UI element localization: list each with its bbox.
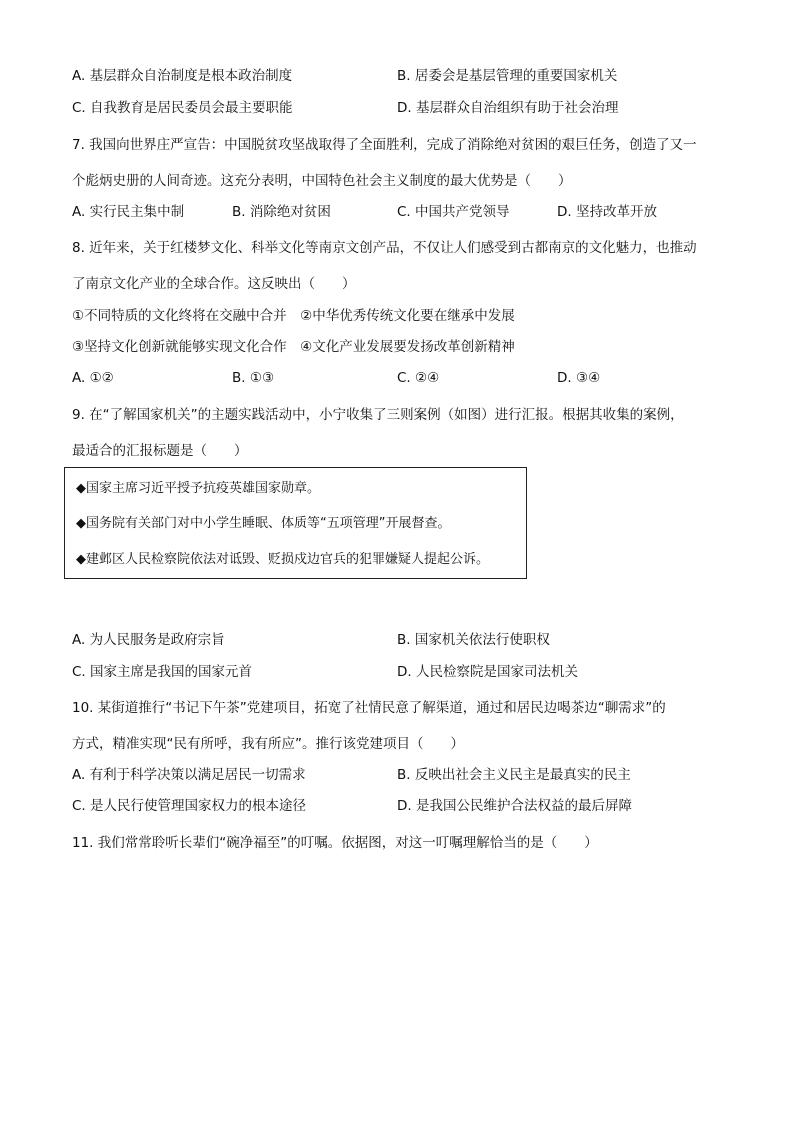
q6-option-b: B. 居委会是基层管理的重要国家机关 [397,68,618,84]
q7-stem-line2: 个彪炳史册的人间奇迹。这充分表明，中国特色社会主义制度的最大优势是（ ） [72,173,572,189]
q9-stem-line2: 最适合的汇报标题是（ ） [72,443,248,459]
q9-case-3: ◆建邺区人民检察院依法对诋毁、贬损戍边官兵的犯罪嫌疑人提起公诉。 [76,552,489,567]
q8-option-a: A. ①② [72,370,114,386]
q9-case-1: ◆国家主席习近平授予抗疫英雄国家勋章。 [76,481,320,496]
q6-option-d: D. 基层群众自治组织有助于社会治理 [397,100,619,116]
q10-stem-line1: 10. 某街道推行“书记下午茶”党建项目，拓宽了社情民意了解渠道，通过和居民边喝茶边“聊需求”的 [72,700,666,716]
q9-option-a: A. 为人民服务是政府宗旨 [72,632,225,648]
q10-stem-line2: 方式，精准实现“民有所呼，我有所应”。推行该党建项目（ ） [72,736,464,752]
q8-stem-line1: 8. 近年来，关于红楼梦文化、科举文化等南京文创产品，不仅让人们感受到古都南京的文化魅力，也推动 [72,240,697,256]
q6-option-a: A. 基层群众自治制度是根本政治制度 [72,68,293,84]
q7-option-b: B. 消除绝对贫困 [232,204,331,220]
q11-stem-line1: 11. 我们常常聆听长辈们“碗净福至”的叮嘱。依据图，对这一叮嘱理解恰当的是（ ） [72,835,598,851]
q10-option-b: B. 反映出社会主义民主是最真实的民主 [397,767,631,783]
q7-option-a: A. 实行民主集中制 [72,204,185,220]
q9-option-d: D. 人民检察院是国家司法机关 [397,664,578,680]
q9-case-box [64,467,527,579]
q9-option-b: B. 国家机关依法行使职权 [397,632,550,648]
q8-option-c: C. ②④ [397,370,440,386]
q6-option-c: C. 自我教育是居民委员会最主要职能 [72,100,293,116]
q9-stem-line1: 9. 在“了解国家机关”的主题实践活动中，小宁收集了三则案例（如图）进行汇报。根据其收集的案例， [72,407,684,423]
q10-option-c: C. 是人民行使管理国家权力的根本途径 [72,798,307,814]
q8-statements-line2: ③坚持文化创新就能够实现文化合作 ④文化产业发展要发扬改革创新精神 [72,339,515,355]
q8-option-b: B. ①③ [232,370,275,386]
q10-option-d: D. 是我国公民维护合法权益的最后屏障 [397,798,632,814]
q10-option-a: A. 有利于科学决策以满足居民一切需求 [72,767,306,783]
q8-statements-line1: ①不同特质的文化终将在交融中合并 ②中华优秀传统文化要在继承中发展 [72,308,515,324]
q8-option-d: D. ③④ [557,370,601,386]
q9-option-c: C. 国家主席是我国的国家元首 [72,664,253,680]
q8-stem-line2: 了南京文化产业的全球合作。这反映出（ ） [72,276,356,292]
q7-stem-line1: 7. 我国向世界庄严宣告：中国脱贫攻坚战取得了全面胜利，完成了消除绝对贫困的艰巨任务，创造了又一 [72,137,697,153]
q7-option-c: C. 中国共产党领导 [397,204,510,220]
q7-option-d: D. 坚持改革开放 [557,204,657,220]
q9-case-2: ◆国务院有关部门对中小学生睡眠、体质等“五项管理”开展督查。 [76,516,451,531]
